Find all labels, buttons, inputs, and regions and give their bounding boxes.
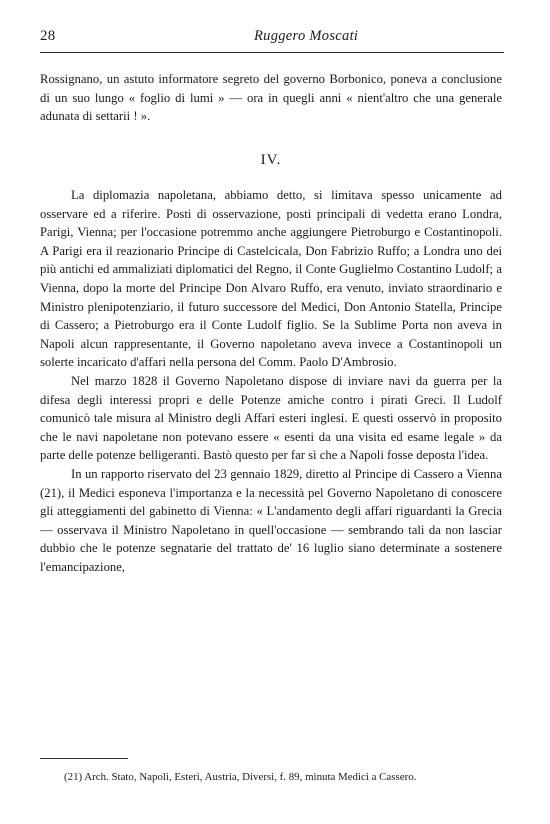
intro-paragraph-text: Rossignano, un astuto informatore segreto del governo Borbonico, poneva a conclusione di un suo lungo « foglio di lumi » — ora in quegli anni « nient'altro che una generale adunata di settarii ! ».: [40, 72, 502, 124]
page-number: 28: [40, 28, 56, 44]
footnote-21: (21) Arch. Stato, Napoli, Esteri, Austria, Diversi, f. 89, minuta Medici a Cassero.: [64, 771, 417, 783]
running-head-author: Ruggero Moscati: [254, 28, 359, 44]
section-heading: IV.: [260, 152, 282, 168]
page-header: [40, 28, 504, 53]
main-text: [40, 186, 502, 576]
paragraph-diplomazia: La diplomazia napoletana, abbiamo detto, si limitava spesso unicamente ad osservare ed a riferire. Posti di osservazione, posti principali di vedetta erano Londra, Parigi, Vienna; per l'occasione potremmo anche aggiungere Pietroburgo e Costantinopoli. A Parigi era il reazionario Principe di Castelcicala, Don Fabrizio Ruffo; a Londra uno dei più antichi ed ammaliziati diplomatici del Regno, il Conte Guglielmo Costantino Ludolf; a Vienna, dopo la morte del Principe Don Alvaro Ruffo, era venuto, inviato straordinario e Ministro plenipotenziario, il futuro successore del Medici, Don Antonio Statella, Principe di Cassero; a Pietroburgo era il Conte Ludolf figlio. Se la Sublime Porta non aveva in Napoli alcun rappresentante, il Governo napoletano aveva invece a Costantinopoli un solerte incaricato d'affari nella persona del Comm. Paolo D'Ambrosio.: [40, 188, 502, 370]
paragraph-marzo-1828: Nel marzo 1828 il Governo Napoletano dispose di inviare navi da guerra per la difesa degli interessi propri e delle Potenze amiche contro i pirati Greci. Il Ludolf comunicò tale misura al Ministro degli Affari esteri inglesi. E questi osservò in proposito che le navi napoletane non potevano essere « esenti da una visita ed esame legale » da parte delle potenze belligeranti. Bastò questo per far sì che a Napoli fosse deposta l'idea.: [40, 373, 502, 463]
paragraph-rapporto-1829: In un rapporto riservato del 23 gennaio 1829, diretto al Principe di Cassero a Vienna (21), il Medici esponeva l'importanza e la necessità pel Governo Napoletano di conoscere gli atteggiamenti del gabinetto di Vienna: « L'andamento degli affari riguardanti la Grecia — osservava il Ministro Napoletano in quell'occasione — sembrando tali da non lasciar dubbio che le potenze segnatarie del trattato de' 16 luglio siano determinate a sostenere l'emancipazione,: [40, 466, 502, 574]
intro-paragraph: [40, 70, 502, 126]
footnote-divider: [40, 758, 128, 759]
